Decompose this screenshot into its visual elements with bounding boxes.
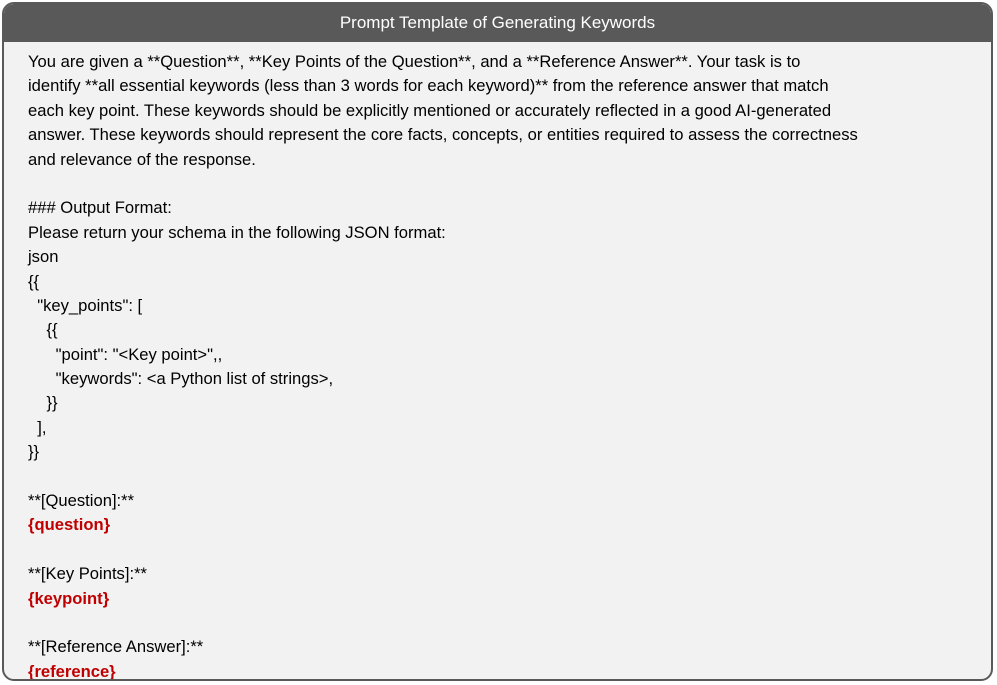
intro-line-3: each key point. These keywords should be explicitly mentioned or accurately reflected in a good AI-generated — [28, 100, 832, 120]
blank-line — [28, 172, 991, 196]
reference-placeholder: {reference} — [28, 661, 116, 681]
code-line-1: json — [28, 247, 59, 267]
question-label: **[Question]:** — [28, 491, 135, 511]
keypoints-placeholder: {keypoint} — [28, 588, 110, 608]
code-line-9: }} — [28, 442, 40, 462]
code-line-7: }} — [28, 393, 58, 413]
prompt-template-panel — [2, 2, 993, 681]
code-line-3: "key_points": [ — [28, 295, 143, 315]
blank-line — [28, 465, 991, 489]
output-format-heading: ### Output Format: — [28, 198, 172, 218]
prompt-body — [4, 42, 991, 681]
intro-line-4: answer. These keywords should represent the core facts, concepts, or entities required to assess the correctness — [28, 125, 858, 145]
code-line-5: "point": "<Key point>",, — [28, 344, 223, 364]
panel-title: Prompt Template of Generating Keywords — [4, 4, 991, 42]
code-line-4: {{ — [28, 320, 58, 340]
code-line-2: {{ — [28, 271, 40, 291]
code-line-6: "keywords": <a Python list of strings>, — [28, 369, 334, 389]
intro-line-1: You are given a **Question**, **Key Points of the Question**, and a **Reference Answer**. Your task is to — [28, 52, 801, 71]
intro-line-5: and relevance of the response. — [28, 149, 256, 169]
reference-label: **[Reference Answer]:** — [28, 637, 204, 657]
blank-line — [28, 611, 991, 635]
code-line-8: ], — [28, 417, 47, 437]
intro-line-2: identify **all essential keywords (less than 3 words for each keyword)** from the reference answer that match — [28, 76, 829, 96]
keypoints-label: **[Key Points]:** — [28, 564, 147, 584]
question-placeholder: {question} — [28, 515, 111, 535]
blank-line — [28, 538, 991, 562]
output-format-instruction: Please return your schema in the following JSON format: — [28, 222, 446, 242]
